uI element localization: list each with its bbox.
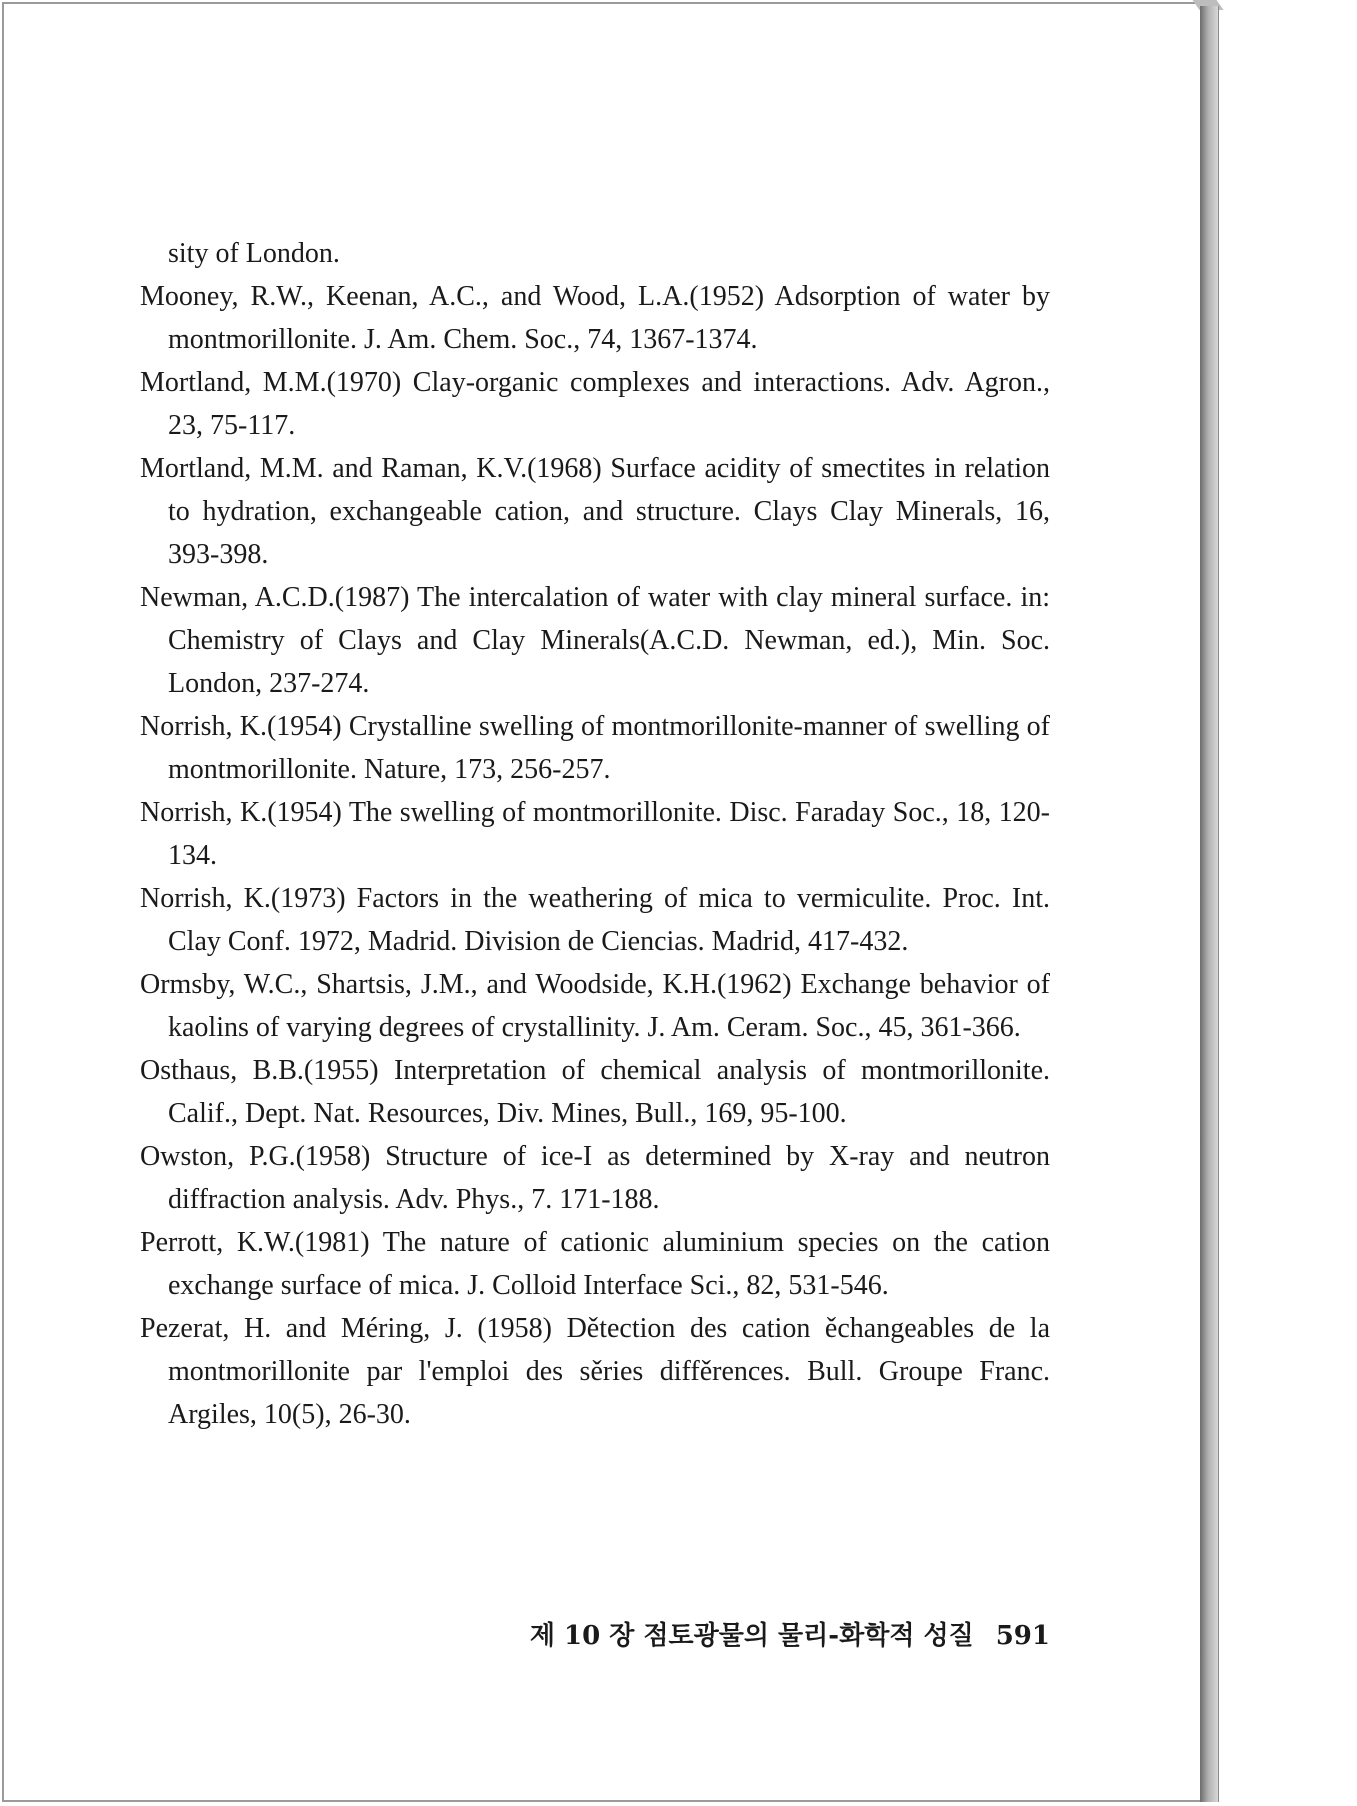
reference-entry: Mortland, M.M. and Raman, K.V.(1968) Surface acidity of smectites in relation to hydration, exchangeable cation, and structure. Clays Clay Minerals, 16, 393-398.: [140, 453, 1050, 570]
reference-entry: Pezerat, H. and Méring, J. (1958) Dětection des cation ěchangeables de la montmorillonite par l'emploi des sěries diffěrences. Bull. Groupe Franc. Argiles, 10(5), 26-30.: [140, 1313, 1050, 1430]
reference-entry: Norrish, K.(1973) Factors in the weathering of mica to vermiculite. Proc. Int. Clay Conf. 1972, Madrid. Division de Ciencias. Madrid, 417-432.: [140, 883, 1050, 957]
page-footer: [500, 1615, 1050, 1652]
chapter-title: 제 10 장 점토광물의 물리-화학적 성질: [529, 1621, 974, 1651]
page-number: 591: [995, 1621, 1050, 1651]
reference-entry: Perrott, K.W.(1981) The nature of cationic aluminium species on the cation exchange surface of mica. J. Colloid Interface Sci., 82, 531-546.: [140, 1227, 1050, 1301]
reference-entry: Norrish, K.(1954) Crystalline swelling of montmorillonite-manner of swelling of montmorillonite. Nature, 173, 256-257.: [140, 711, 1050, 785]
reference-entry: Owston, P.G.(1958) Structure of ice-I as determined by X-ray and neutron diffraction analysis. Adv. Phys., 7. 171-188.: [140, 1141, 1050, 1215]
reference-entry: Newman, A.C.D.(1987) The intercalation of water with clay mineral surface. in: Chemistry of Clays and Clay Minerals(A.C.D. Newman, ed.), Min. Soc. London, 237-274.: [140, 582, 1050, 699]
reference-entry: Ormsby, W.C., Shartsis, J.M., and Woodside, K.H.(1962) Exchange behavior of kaolins of varying degrees of crystallinity. J. Am. Ceram. Soc., 45, 361-366.: [140, 969, 1050, 1043]
reference-entry: Osthaus, B.B.(1955) Interpretation of chemical analysis of montmorillonite. Calif., Dept. Nat. Resources, Div. Mines, Bull., 169, 95-100.: [140, 1055, 1050, 1129]
reference-list: [140, 232, 1050, 1436]
reference-entry: Mortland, M.M.(1970) Clay-organic complexes and interactions. Adv. Agron., 23, 75-117.: [140, 367, 1050, 441]
reference-entry: Norrish, K.(1954) The swelling of montmorillonite. Disc. Faraday Soc., 18, 120-134.: [140, 797, 1050, 871]
reference-entry: Mooney, R.W., Keenan, A.C., and Wood, L.A.(1952) Adsorption of water by montmorillonite. J. Am. Chem. Soc., 74, 1367-1374.: [140, 281, 1050, 355]
reference-continuation: sity of London.: [168, 238, 340, 269]
page-stack-edge: [1200, 6, 1219, 1802]
